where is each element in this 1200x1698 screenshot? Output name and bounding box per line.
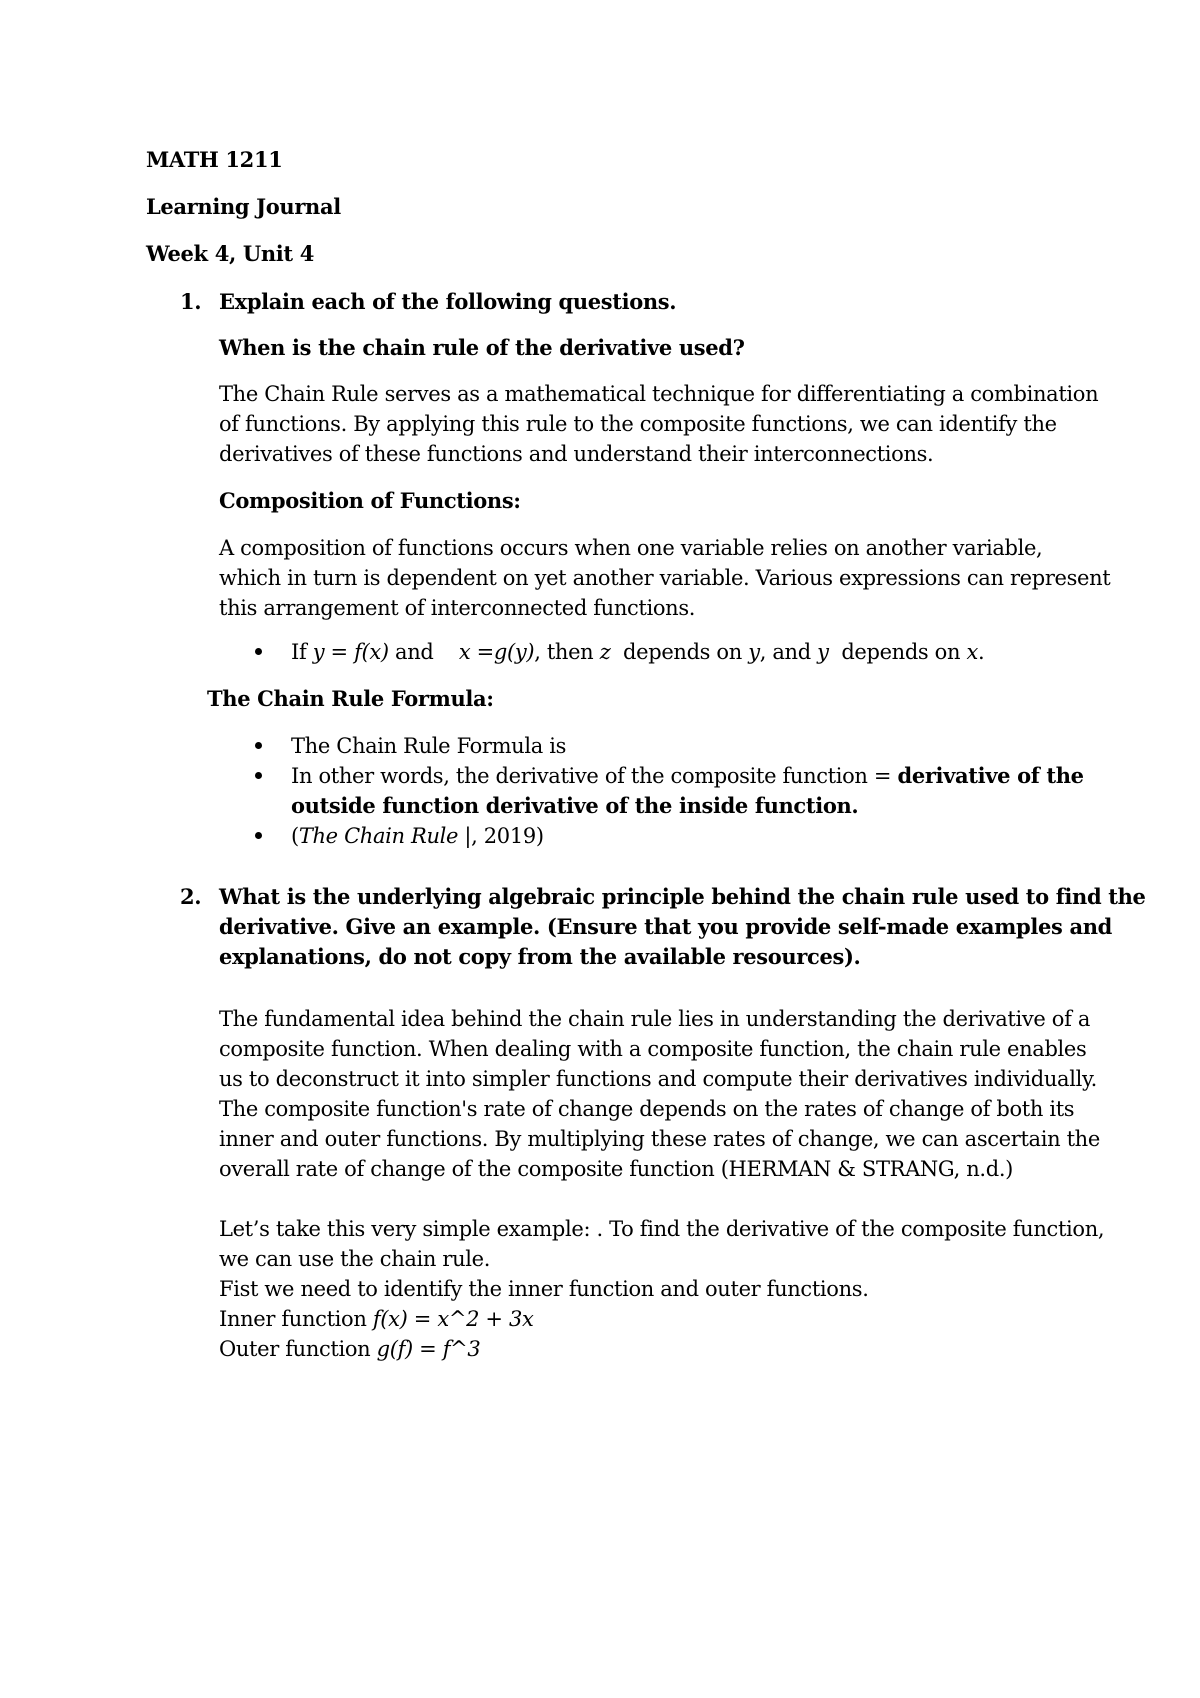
q2-heading-line: explanations, do not copy from the available resources). — [219, 944, 861, 969]
bullet-icon — [255, 742, 262, 749]
q1-para2-line: this arrangement of interconnected functions. — [219, 596, 696, 620]
q2-heading-line: derivative. Give an example. (Ensure that you provide self-made examples and — [219, 914, 1112, 939]
q2-para1-line: The composite function's rate of change depends on the rates of change of both its — [219, 1097, 1075, 1121]
q1-para2-line: which in turn is dependent on yet another variable. Various expressions can represent — [219, 566, 1111, 590]
q2-para2-line: Let’s take this very simple example: . To find the derivative of the composite function, — [219, 1217, 1105, 1241]
inner-function-line: Inner function f(x) = x^2 + 3x — [219, 1307, 534, 1331]
question-2-number: 2. — [180, 884, 202, 909]
formula-bullet-2-cont: outside function derivative of the inside function. — [291, 793, 859, 818]
formula-heading: The Chain Rule Formula: — [207, 686, 494, 711]
question-1-heading: Explain each of the following questions. — [219, 289, 677, 314]
week-unit: Week 4, Unit 4 — [146, 241, 314, 266]
journal-title: Learning Journal — [146, 194, 341, 219]
outer-function-line: Outer function g(f) = f^3 — [219, 1337, 481, 1361]
formula-bullet-2: In other words, the derivative of the composite function = derivative of the — [291, 763, 1084, 788]
q2-heading-line: What is the underlying algebraic principle behind the chain rule used to find the — [219, 884, 1146, 909]
formula-bullet-3-citation: (The Chain Rule |, 2019) — [291, 824, 544, 848]
q1-para1-line: of functions. By applying this rule to the composite functions, we can identify the — [219, 412, 1057, 436]
q2-para1-line: inner and outer functions. By multiplying these rates of change, we can ascertain the — [219, 1127, 1100, 1151]
course-code: MATH 1211 — [146, 147, 283, 172]
composition-heading: Composition of Functions: — [219, 488, 521, 513]
q1-para1-line: The Chain Rule serves as a mathematical technique for differentiating a combination — [219, 382, 1099, 406]
q2-para1-line: us to deconstruct it into simpler functions and compute their derivatives individually. — [219, 1067, 1098, 1091]
composition-bullet: If y = f(x) and x =g(y), then z depends on y, and y depends on x. — [291, 640, 985, 664]
question-1-number: 1. — [180, 289, 202, 314]
q2-para1-line: The fundamental idea behind the chain rule lies in understanding the derivative of a — [219, 1007, 1091, 1031]
bullet-icon — [255, 648, 262, 655]
q1-para1-line: derivatives of these functions and understand their interconnections. — [219, 442, 934, 466]
q2-para2-line: we can use the chain rule. — [219, 1247, 491, 1271]
q2-para1-line: composite function. When dealing with a composite function, the chain rule enables — [219, 1037, 1087, 1061]
bullet-icon — [255, 832, 262, 839]
q1-para2-line: A composition of functions occurs when one variable relies on another variable, — [219, 536, 1043, 560]
formula-bullet-1: The Chain Rule Formula is — [291, 734, 567, 758]
bullet-icon — [255, 772, 262, 779]
q2-para2-line: Fist we need to identify the inner function and outer functions. — [219, 1277, 869, 1301]
q2-para1-line: overall rate of change of the composite function (HERMAN & STRANG, n.d.) — [219, 1157, 1014, 1181]
question-1-subheading: When is the chain rule of the derivative used? — [219, 335, 745, 360]
